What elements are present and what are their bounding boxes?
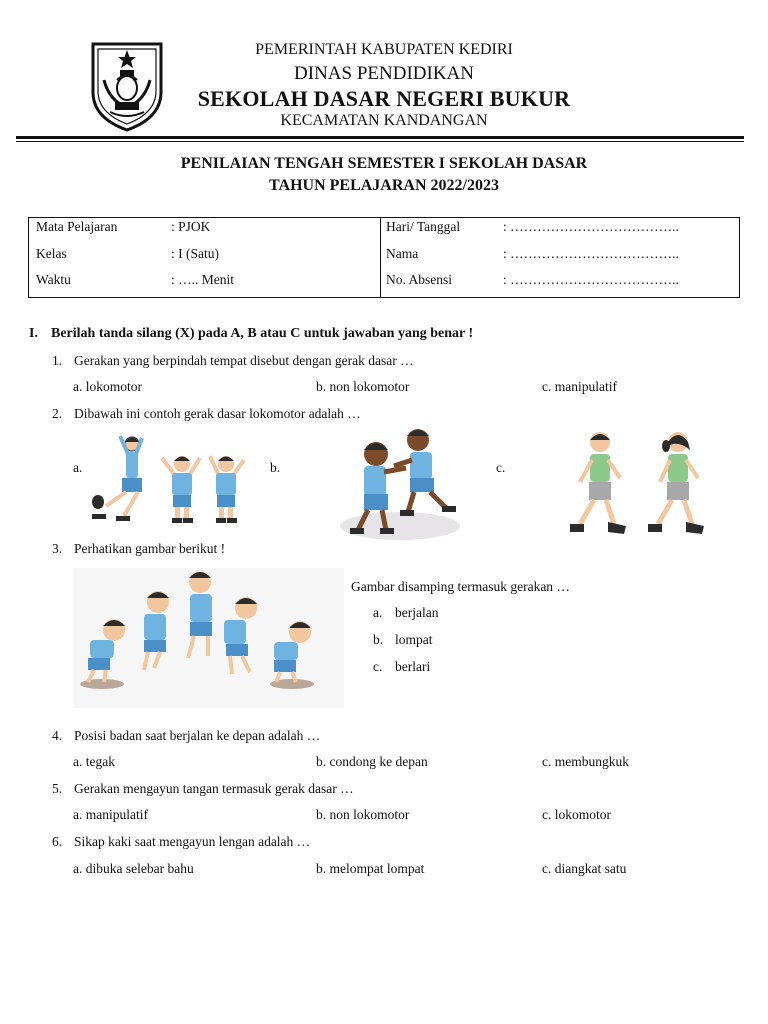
exam-title: PENILAIAN TENGAH SEMESTER I SEKOLAH DASAR	[180, 155, 588, 172]
question-6-option-a[interactable]: a. dibuka selebar bahu	[73, 861, 194, 876]
question-6-option-b[interactable]: b. melompat lompat	[316, 861, 425, 876]
question-3-option-b-text[interactable]: lompat	[395, 632, 433, 647]
question-6-number: 6.	[52, 834, 63, 849]
question-3-option-a-text[interactable]: berjalan	[395, 605, 439, 620]
question-1-number: 1.	[52, 353, 63, 368]
info-box-divider	[380, 218, 381, 297]
pushing-children-illustration	[336, 426, 466, 544]
question-4-text: Posisi badan saat berjalan ke depan adalah …	[74, 728, 321, 743]
question-5-option-c[interactable]: c. lokomotor	[542, 807, 611, 822]
student-info-box	[28, 217, 740, 298]
section-number: I.	[29, 326, 38, 341]
question-6-option-c[interactable]: c. diangkat satu	[542, 861, 627, 876]
question-1-text: Gerakan yang berpindah tempat disebut dengan gerak dasar …	[74, 353, 414, 368]
question-4-option-a[interactable]: a. tegak	[73, 754, 115, 769]
date-field[interactable]: : ………………………………..	[503, 219, 679, 234]
time-value: : ….. Menit	[171, 272, 234, 287]
question-2-text: Dibawah ini contoh gerak dasar lokomotor adalah …	[74, 406, 361, 421]
question-3-option-b-letter[interactable]: b.	[373, 632, 384, 647]
section-instruction: Berilah tanda silang (X) pada A, B atau C untuk jawaban yang benar !	[51, 326, 474, 341]
date-label: Hari/ Tanggal	[386, 219, 461, 234]
header-government: PEMERINTAH KABUPATEN KEDIRI	[255, 41, 513, 58]
header-district: KECAMATAN KANDANGAN	[280, 112, 488, 129]
question-1-option-b[interactable]: b. non lokomotor	[316, 379, 410, 394]
question-6-text: Sikap kaki saat mengayun lengan adalah …	[74, 834, 311, 849]
exam-year: TAHUN PELAJARAN 2022/2023	[269, 177, 499, 194]
question-2-option-c[interactable]: c.	[496, 460, 506, 475]
subject-label: Mata Pelajaran	[36, 219, 118, 234]
time-label: Waktu	[36, 272, 71, 287]
question-2-option-b[interactable]: b.	[270, 460, 281, 475]
attendance-number-field[interactable]: : ………………………………..	[503, 272, 679, 287]
name-field[interactable]: : ………………………………..	[503, 246, 679, 261]
question-4-option-c[interactable]: c. membungkuk	[542, 754, 629, 769]
question-1-option-a[interactable]: a. lokomotor	[73, 379, 142, 394]
walking-children-illustration	[562, 430, 712, 542]
jumping-sequence-illustration	[74, 568, 344, 708]
question-3-text: Perhatikan gambar berikut !	[74, 541, 226, 556]
question-3-option-c-letter[interactable]: c.	[373, 659, 383, 674]
question-5-option-a[interactable]: a. manipulatif	[73, 807, 148, 822]
question-5-option-b[interactable]: b. non lokomotor	[316, 807, 410, 822]
stretching-children-illustration	[84, 430, 254, 530]
question-5-number: 5.	[52, 781, 63, 796]
question-2-option-a[interactable]: a.	[73, 460, 83, 475]
header-rule-thick	[16, 136, 744, 139]
question-3-prompt: Gambar disamping termasuk gerakan …	[351, 579, 570, 594]
question-3-option-a-letter[interactable]: a.	[373, 605, 383, 620]
question-2-number: 2.	[52, 406, 63, 421]
question-4-number: 4.	[52, 728, 63, 743]
header-department: DINAS PENDIDIKAN	[294, 63, 474, 84]
class-label: Kelas	[36, 246, 67, 261]
question-3-number: 3.	[52, 541, 63, 556]
header-school-name: SEKOLAH DASAR NEGERI BUKUR	[197, 86, 571, 111]
name-label: Nama	[386, 246, 419, 261]
header-rule-thin	[16, 141, 744, 142]
subject-value: : PJOK	[171, 219, 211, 234]
class-value: : I (Satu)	[171, 246, 219, 261]
attendance-number-label: No. Absensi	[386, 272, 453, 287]
question-1-option-c[interactable]: c. manipulatif	[542, 379, 617, 394]
question-5-text: Gerakan mengayun tangan termasuk gerak dasar …	[74, 781, 354, 796]
question-4-option-b[interactable]: b. condong ke depan	[316, 754, 428, 769]
question-3-option-c-text[interactable]: berlari	[395, 659, 431, 674]
